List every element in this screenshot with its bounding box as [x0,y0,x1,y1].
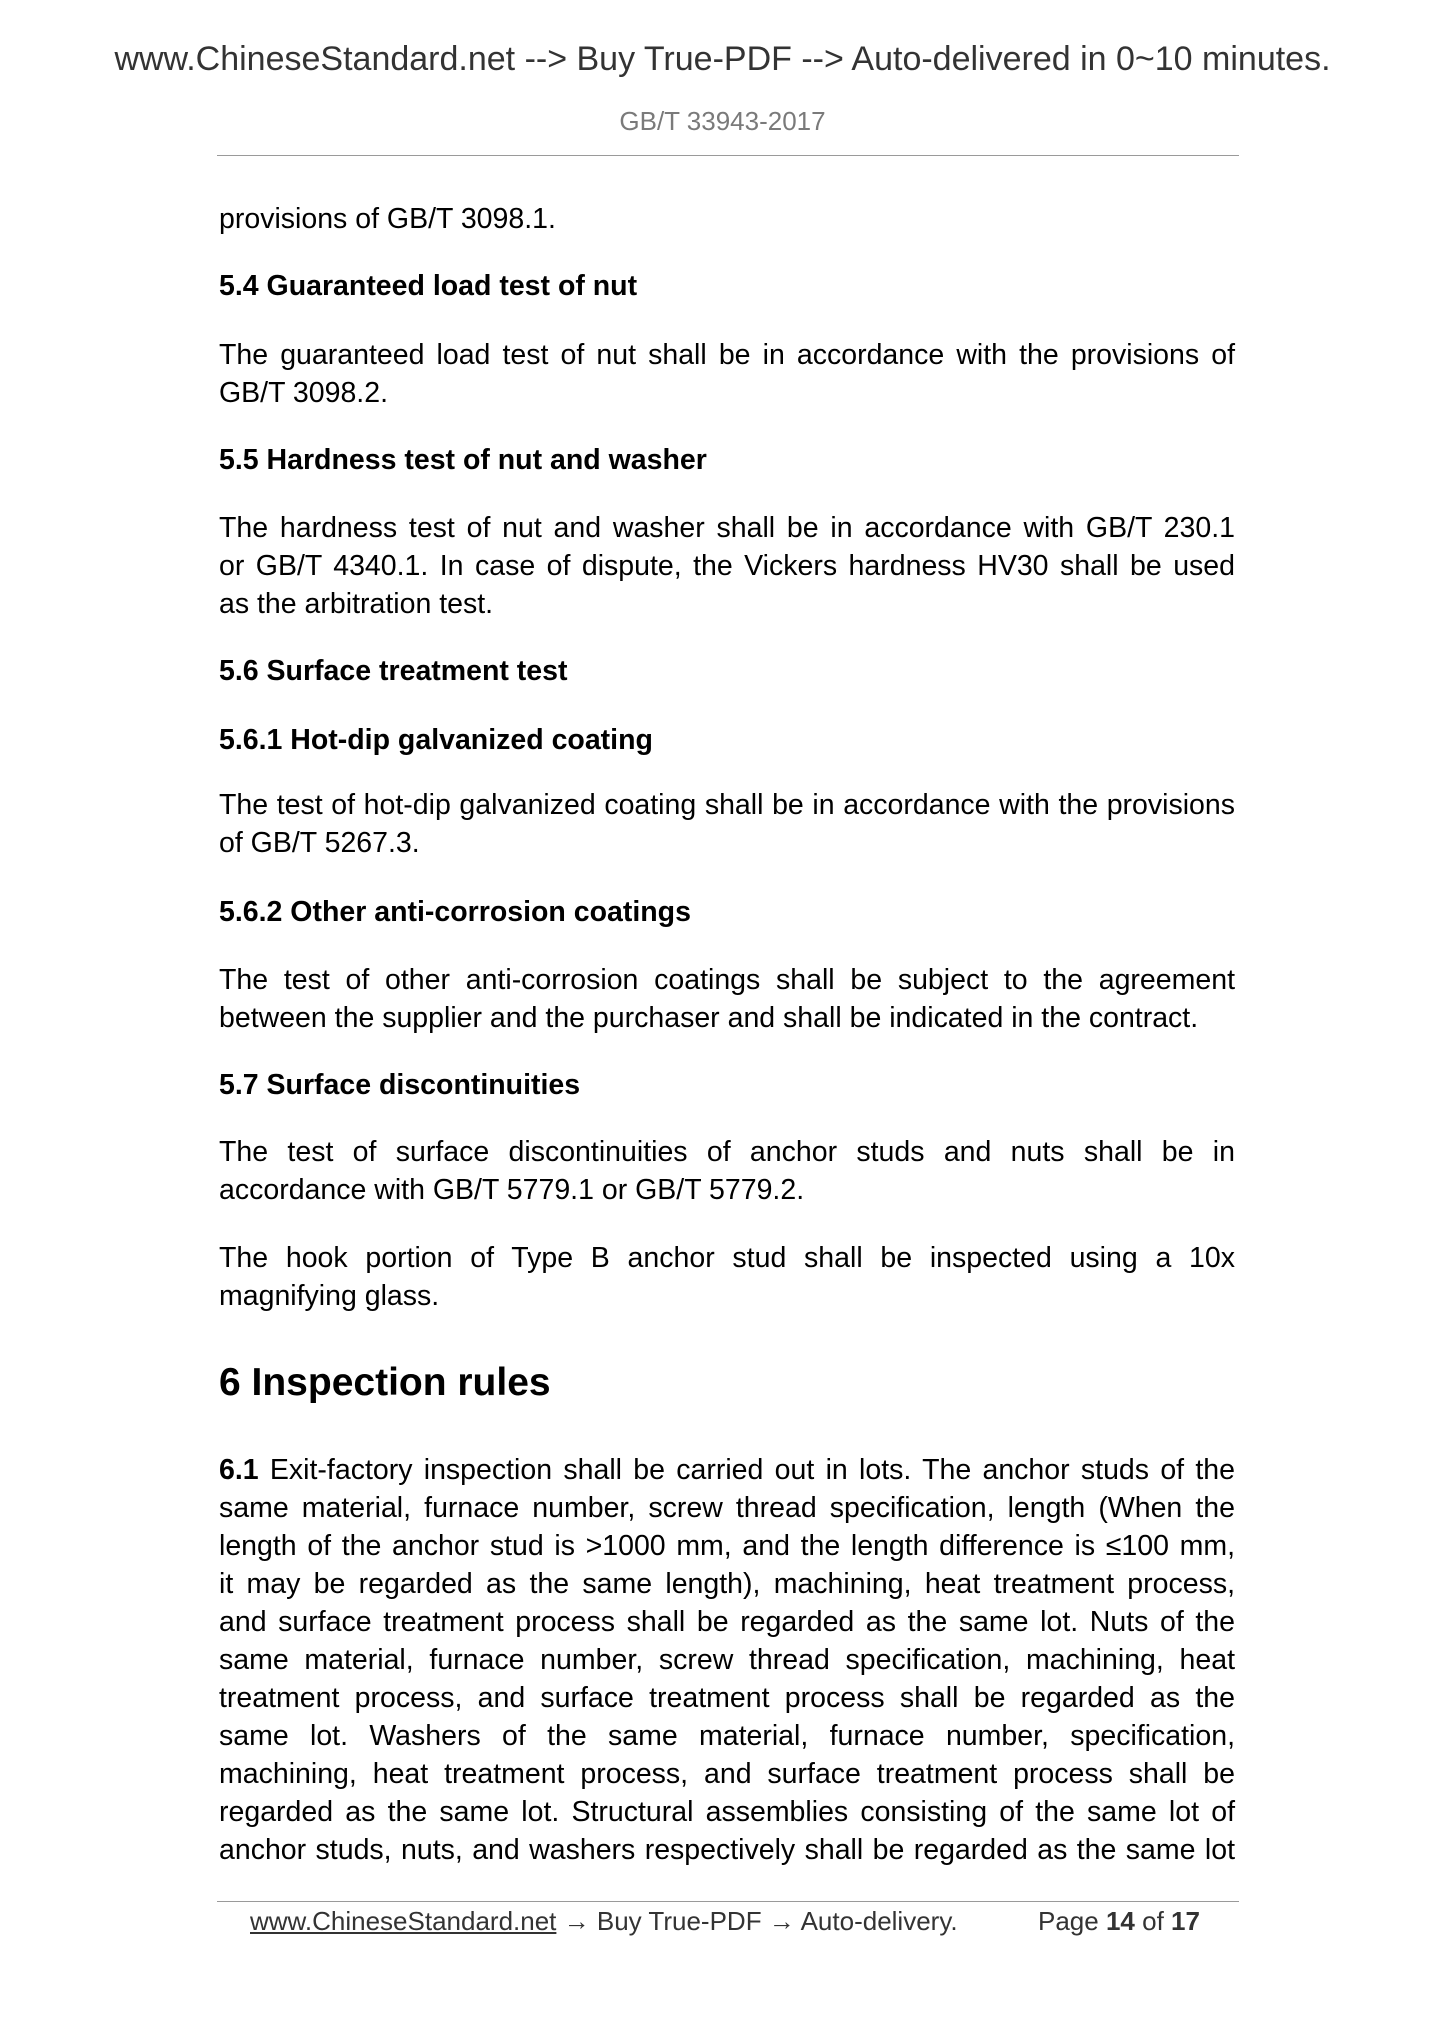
footer-site-link[interactable]: www.ChineseStandard.net [250,1906,557,1936]
page-total: 17 [1171,1906,1200,1936]
paragraph-line: treatment process, and surface treatment process shall be regarded as the [219,1682,1235,1714]
paragraph-line: The hook portion of Type B anchor stud shall be inspected using a 10x [219,1242,1235,1274]
footer-promo [250,1906,958,1936]
paragraph-line: The test of hot-dip galvanized coating shall be in accordance with the provisions [219,789,1235,821]
document-code: GB/T 33943-2017 [619,106,826,136]
paragraph-line: GB/T 3098.2. [219,377,388,409]
section-paragraph-5-7-b [219,1239,1235,1315]
paragraph-line: same material, furnace number, screw thread specification, length (When the [219,1492,1235,1524]
paragraph-line: same lot. Washers of the same material, furnace number, specification, [219,1720,1235,1752]
header-divider [217,155,1239,156]
paragraph-line: anchor studs, nuts, and washers respectively shall be regarded as the same lot [219,1834,1235,1866]
section-paragraph-5-4 [219,336,1235,412]
section-heading-5-6: 5.6 Surface treatment test [219,655,568,687]
paragraph-line: accordance with GB/T 5779.1 or GB/T 5779.2. [219,1174,805,1206]
section-heading-5-4: 5.4 Guaranteed load test of nut [219,270,638,302]
paragraph-line: machining, heat treatment process, and surface treatment process shall be [219,1758,1235,1790]
paragraph-line [219,1451,1235,1489]
clause-number: 6.1 [219,1454,259,1486]
paragraph-line: between the supplier and the purchaser and shall be indicated in the contract. [219,1002,1199,1034]
paragraph-line: of GB/T 5267.3. [219,827,420,859]
section-heading-5-7: 5.7 Surface discontinuities [219,1069,581,1101]
footer-divider [217,1901,1239,1902]
section-heading-5-5: 5.5 Hardness test of nut and washer [219,444,707,476]
page-label: Page [1038,1906,1099,1936]
paragraph-line: same material, furnace number, screw thread specification, machining, heat [219,1644,1235,1676]
page-current: 14 [1105,1906,1135,1936]
footer-tagline: → Buy True-PDF → Auto-delivery. [563,1906,958,1936]
paragraph-line: provisions of GB/T 3098.1. [219,203,556,235]
paragraph-line: The hardness test of nut and washer shall be in accordance with GB/T 230.1 [219,512,1235,544]
section-heading-5-6-1: 5.6.1 Hot-dip galvanized coating [219,724,653,756]
paragraph-line: The guaranteed load test of nut shall be in accordance with the provisions of [219,339,1235,371]
chapter-heading-6: 6 Inspection rules [219,1361,551,1404]
page-of-label: of [1142,1906,1164,1936]
paragraph-line: or GB/T 4340.1. In case of dispute, the Vickers hardness HV30 shall be used [219,550,1235,582]
continued-paragraph [219,200,1235,238]
paragraph-line: magnifying glass. [219,1280,440,1312]
section-paragraph-5-7-a [219,1133,1235,1209]
section-paragraph-5-6-1 [219,786,1235,862]
paragraph-line: and surface treatment process shall be regarded as the same lot. Nuts of the [219,1606,1235,1638]
section-heading-5-6-2: 5.6.2 Other anti-corrosion coatings [219,896,691,928]
section-paragraph-5-6-2 [219,961,1235,1037]
section-paragraph-5-5 [219,509,1235,623]
paragraph-line-text: Exit-factory inspection shall be carried out in lots. The anchor studs of the [269,1454,1236,1486]
paragraph-line: as the arbitration test. [219,588,494,620]
header-banner: www.ChineseStandard.net --> Buy True-PDF --> Auto-delivered in 0~10 minutes. [114,40,1331,78]
paragraph-line: The test of surface discontinuities of anchor studs and nuts shall be in [219,1136,1235,1168]
clause-paragraph-6-1 [219,1451,1235,1869]
paragraph-line: The test of other anti-corrosion coatings shall be subject to the agreement [219,964,1235,996]
paragraph-line: length of the anchor stud is >1000 mm, and the length difference is ≤100 mm, [219,1530,1235,1562]
paragraph-line: it may be regarded as the same length), machining, heat treatment process, [219,1568,1235,1600]
page-number [1038,1906,1200,1936]
paragraph-line: regarded as the same lot. Structural assemblies consisting of the same lot of [219,1796,1235,1828]
